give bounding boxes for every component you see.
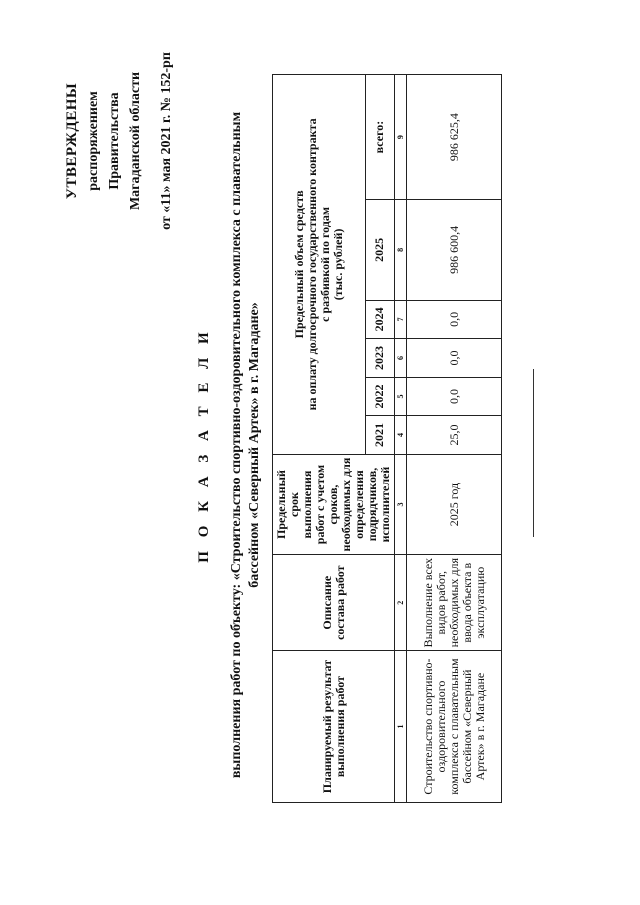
- column-number: 7: [395, 300, 407, 339]
- cell-value-2024: 0,0: [407, 300, 502, 339]
- header-description: Описание состава работ: [273, 555, 395, 651]
- funding-group-line2: на оплату долгосрочного государственного контракта: [304, 118, 319, 411]
- approval-title: УТВЕРЖДЕНЫ: [64, 82, 80, 200]
- cell-value-2022: 0,0: [407, 377, 502, 416]
- header-year-2025: 2025: [365, 200, 394, 300]
- column-number: 5: [395, 377, 407, 416]
- column-number: 9: [395, 75, 407, 200]
- column-number: 2: [395, 555, 407, 651]
- table-row: [407, 75, 502, 803]
- header-result: Планируемый результат выполнения работ: [273, 651, 395, 803]
- cell-total: 986 625,4: [407, 75, 502, 200]
- header-year-2024: 2024: [365, 300, 394, 339]
- header-year-2023: 2023: [365, 339, 394, 378]
- funding-group-line1: Предельный объем средств: [291, 190, 306, 339]
- column-number: 4: [395, 416, 407, 455]
- column-number: 8: [395, 200, 407, 300]
- header-year-2022: 2022: [365, 377, 394, 416]
- cell-value-2025: 986 600,4: [407, 200, 502, 300]
- document-subtitle: [228, 75, 264, 815]
- document-title: П О К А З А Т Е Л И: [196, 327, 212, 563]
- funding-group-line3: с разбивкой по годам: [317, 206, 332, 322]
- closing-rule-line: [533, 369, 534, 537]
- cell-description: Выполнение всех видов работ, необходимых для ввода объекта в эксплуатацию: [407, 555, 502, 651]
- header-funding-group: [273, 75, 366, 455]
- subtitle-line1: выполнения работ по объекту: «Строительство спортивно-оздоровительного комплекса с плавательным: [229, 111, 244, 779]
- cell-result: Строительство спортивно-оздоровительного комплекса с плавательным бассейном «Северный Артек» в г. Магадане: [407, 651, 502, 803]
- indicators-table: [272, 74, 502, 803]
- header-row-1: [273, 75, 366, 803]
- approval-line2: Магаданской области: [128, 71, 143, 211]
- funding-group-line4: (тыс. рублей): [330, 228, 345, 301]
- column-number: 6: [395, 339, 407, 378]
- header-year-2021: 2021: [365, 416, 394, 455]
- subtitle-line2: бассейном «Северный Артек» в г. Магадане»: [247, 302, 262, 588]
- approval-line1: распоряжением Правительства: [86, 91, 122, 191]
- column-number: 1: [395, 651, 407, 803]
- approval-block: [64, 41, 177, 241]
- column-number: 3: [395, 454, 407, 554]
- approval-date: от «11» мая 2021 г. № 152-рп: [159, 52, 174, 230]
- column-number-row: [395, 75, 407, 803]
- cell-deadline: 2025 год: [407, 454, 502, 554]
- cell-value-2021: 25,0: [407, 416, 502, 455]
- header-total: всего:: [365, 75, 394, 200]
- cell-value-2023: 0,0: [407, 339, 502, 378]
- header-deadline: Предельный срок выполнения работ с учетом сроков, необходимых для определения подрядчиков, исполнителей: [273, 454, 395, 554]
